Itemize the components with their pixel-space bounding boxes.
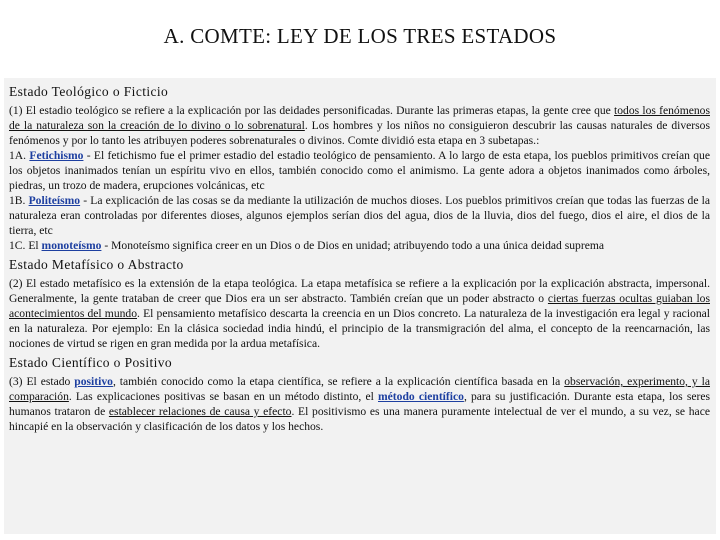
section-heading-teologico: Estado Teológico o Ficticio bbox=[9, 84, 169, 99]
page-title: A. COMTE: LEY DE LOS TRES ESTADOS bbox=[163, 24, 557, 48]
section-heading-cientifico: Estado Científico o Positivo bbox=[9, 355, 173, 370]
positivo-link[interactable]: positivo bbox=[74, 375, 113, 388]
politeismo-link[interactable]: Politeísmo bbox=[28, 194, 81, 207]
content-panel bbox=[4, 78, 716, 534]
metodo-cientifico-link[interactable]: método científico bbox=[378, 390, 464, 403]
section-heading-metafisico: Estado Metafísico o Abstracto bbox=[9, 257, 184, 272]
paragraph-metafisico: (2) El estado metafísico es la extensión de la etapa teológica. La etapa metafísica se refiere a la explicación por la explicación abstracta, impersonal. Generalmente, la gente trataban de creer que Dios era un ser abstracto. También creían que un poder abstracto o ciertas fuerzas ocultas guiaban los acontecimientos del mundo. El pensamiento metafísico descarta la creencia en un Dios concreto. La naturaleza de la investigación era legal y racional en la naturaleza. Por ejemplo: En la clásica sociedad india hindú, el principio de la transmigración del alma, el concepto de la reencarnación, las nociones de virtud se rigen en gran medida por la ardua metafísica. bbox=[9, 277, 711, 350]
underlined-phrase: establecer relaciones de causa y efecto bbox=[108, 405, 292, 418]
monoteismo-link[interactable]: monoteísmo bbox=[41, 239, 102, 252]
paragraph-fetichismo: 1A. Fetichismo - El fetichismo fue el primer estadio del estadio teológico de pensamiento. A lo largo de esta etapa, los pueblos primitivos creían que los objetos inanimados tenían un espíritu vivo en ellos, también conocido como el animismo. La gente adora a objetos inanimados como árboles, piedras, un trozo de madera, erupciones volcánicas, etc bbox=[9, 149, 710, 192]
underlined-phrase: observación, experimento, y la comparación bbox=[9, 375, 710, 403]
underlined-phrase: ciertas fuerzas ocultas guiaban los acontecimientos del mundo bbox=[9, 292, 710, 320]
paragraph-politeismo: 1B. Politeísmo - La explicación de las cosas se da mediante la utilización de muchos dioses. Los pueblos primitivos creían que todas las fuerzas de la naturaleza eran controladas por diferentes dioses, algunos ejemplos serían dios del agua, dios de la lluvia, dios del fuego, dios el aire, el dios de la tierra, etc bbox=[9, 194, 710, 237]
underlined-phrase: todos los fenómenos de la naturaleza son la creación de lo divino o lo sobrenatural bbox=[9, 104, 710, 132]
paragraph-monoteismo: 1C. El monoteísmo - Monoteísmo significa creer en un Dios o de Dios en unidad; atribuyendo todo a una única deidad suprema bbox=[9, 239, 605, 252]
fetichismo-link[interactable]: Fetichismo bbox=[29, 149, 84, 162]
paragraph-teologico: (1) El estadio teológico se refiere a la explicación por las deidades personificadas. Durante las primeras etapas, la gente cree que todos los fenómenos de la naturaleza son la creación de lo divino o lo sobrenatural. Los hombres y los niños no consiguieron descubrir las causas naturales de diversos fenómenos y por lo tanto les atribuyen poderes sobrenaturales o divinos. Comte dividió esta etapa en 3 subetapas.: bbox=[9, 104, 710, 147]
paragraph-cientifico: (3) El estado positivo, también conocido como la etapa científica, se refiere a la explicación científica basada en la observación, experimento, y la comparación. Las explicaciones positivas se basan en un método distinto, el método científico, para su justificación. Durante esta etapa, los seres humanos trataron de establecer relaciones de causa y efecto. El positivismo es una manera puramente intelectual de ver el mundo, a su vez, se hace hincapié en la observación y clasificación de los datos y los hechos. bbox=[9, 375, 710, 433]
